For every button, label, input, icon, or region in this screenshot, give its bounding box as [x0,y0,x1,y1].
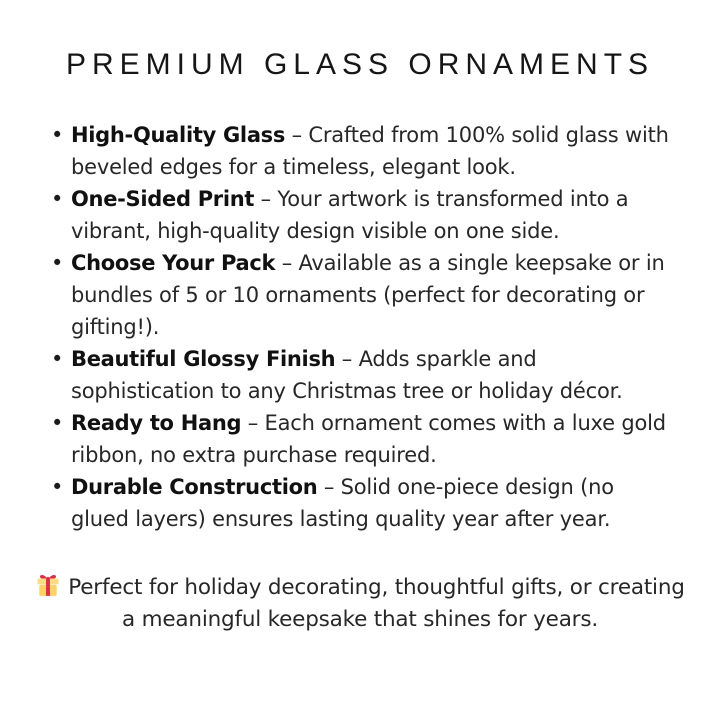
feature-lead: High-Quality Glass [71,123,286,147]
bullet-marker: • [51,187,64,211]
footer-note [35,572,685,636]
list-item [50,407,672,471]
bullet-marker: • [51,123,64,147]
feature-lead: Choose Your Pack [71,251,276,275]
list-item [50,471,672,535]
gift-icon [35,572,61,598]
bullet-marker: • [51,347,64,371]
feature-text: – Each ornament comes with a luxe gold ribbon, no extra purchase required. [71,411,666,467]
feature-text: – Your artwork is transformed into a vibrant, high-quality design visible on one side. [71,187,629,243]
feature-lead: Beautiful Glossy Finish [71,347,336,371]
feature-lead: Ready to Hang [71,411,242,435]
page-title: PREMIUM GLASS ORNAMENTS [65,48,655,81]
list-item [50,247,672,343]
bullet-marker: • [51,411,64,435]
bullet-marker: • [51,475,64,499]
feature-lead: Durable Construction [71,475,318,499]
list-item [50,343,672,407]
feature-list [50,119,672,535]
feature-text: – Available as a single keepsake or in bundles of 5 or 10 ornaments (perfect for decorating or gifting!). [71,251,665,339]
feature-text: – Crafted from 100% solid glass with beveled edges for a timeless, elegant look. [71,123,669,179]
feature-text: – Solid one-piece design (no glued layers) ensures lasting quality year after year. [71,475,614,531]
footer-text: Perfect for holiday decorating, thoughtful gifts, or creating a meaningful keepsake that shines for years. [68,575,685,632]
bullet-marker: • [51,251,64,275]
list-item [50,183,672,247]
list-item [50,119,672,183]
feature-text: – Adds sparkle and sophistication to any Christmas tree or holiday décor. [71,347,623,403]
feature-lead: One-Sided Print [71,187,255,211]
